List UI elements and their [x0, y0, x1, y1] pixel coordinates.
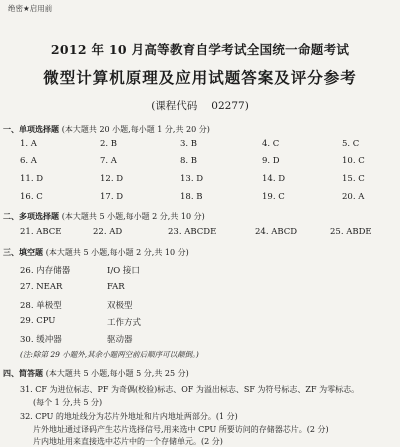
answer-item: 3. B: [180, 139, 198, 149]
answer-item: 5. C: [342, 139, 360, 149]
answer-item: 2. B: [100, 139, 118, 149]
answer-item: 8. B: [180, 156, 198, 166]
answer-item: 18. B: [180, 192, 203, 202]
blank-1: 30. 缓冲器: [20, 335, 62, 345]
fill-blank-footnote: (注:除第 29 小题外,其余小题两空前后顺序可以颠倒。): [20, 350, 199, 359]
blank-2: FAR: [107, 282, 125, 292]
blank-2: 双极型: [107, 301, 133, 311]
fill-answer-row: [0, 299, 400, 311]
answer-item: 9. D: [262, 156, 280, 166]
exam-title: 2012 年 10 月高等教育自学考试全国统一命题考试: [50, 42, 350, 57]
blank-1: 28. 单极型: [20, 301, 62, 311]
blank-2: 驱动器: [107, 335, 133, 345]
answer-row: [0, 174, 400, 186]
answer-row: [0, 227, 400, 239]
answer-item: 23. ABCDE: [168, 227, 217, 237]
blank-1: 29. CPU: [20, 316, 56, 326]
course-code-value: 02277): [211, 100, 249, 112]
answer-row: [0, 156, 400, 168]
section-fill-blank-header: [3, 247, 189, 258]
answer-paragraph: 32. CPU 的地址线分为芯片外地址和片内地址两部分。(1 分): [20, 412, 238, 421]
answer-item: 6. A: [20, 156, 37, 166]
answer-item: 10. C: [342, 156, 365, 166]
section-note: (本大题共 5 小题,每小题 2 分,共 10 分): [45, 248, 189, 257]
answer-item: 16. C: [20, 192, 43, 202]
blank-1: 27. NEAR: [20, 282, 63, 292]
answer-item: 14. D: [262, 174, 286, 184]
answer-item: 1. A: [20, 139, 37, 149]
answer-item: 11. D: [20, 174, 44, 184]
answer-item: 19. C: [262, 192, 285, 202]
answer-item: 21. ABCE: [20, 227, 62, 237]
answer-paragraph: 片外地址通过译码产生芯片选择信号,用来选中 CPU 所要访问的存储器芯片。(2 分): [33, 425, 329, 434]
section-short-answer-header: [3, 368, 189, 379]
section-title: 一、单项选择题: [3, 125, 59, 134]
answer-item: 20. A: [342, 192, 365, 202]
answer-item: 24. ABCD: [255, 227, 298, 237]
section-title: 三、填空题: [3, 248, 43, 257]
answer-row: [0, 192, 400, 204]
answer-item: 7. A: [100, 156, 117, 166]
blank-2: 工作方式: [107, 318, 142, 328]
confidential-mark: 绝密★启用前: [8, 4, 53, 13]
answer-item: 17. D: [100, 192, 124, 202]
course-code-label: (课程代码: [151, 100, 198, 112]
answer-item: 15. C: [342, 174, 365, 184]
section-note: (本大题共 5 小题,每小题 5 分,共 25 分): [45, 369, 189, 378]
blank-2: I/O 接口: [107, 266, 140, 276]
section-multiple-choice-header: [3, 211, 205, 222]
course-code: [0, 98, 400, 113]
answer-item: 13. D: [180, 174, 204, 184]
answer-row: [0, 139, 400, 151]
answer-item: 4. C: [262, 139, 280, 149]
fill-answer-row: [0, 333, 400, 345]
answer-item: 22. AD: [93, 227, 123, 237]
document-title: 微型计算机原理及应用试题答案及评分参考: [43, 68, 357, 87]
section-title: 二、多项选择题: [3, 212, 59, 221]
answer-paragraph: (每个 1 分,共 5 分): [33, 398, 103, 407]
section-note: (本大题共 5 小题,每小题 2 分,共 10 分): [61, 212, 205, 221]
section-single-choice-header: [3, 124, 210, 135]
answer-paragraph: 31. CF 为进位标志、PF 为奇偶(校验)标志、OF 为溢出标志、SF 为符号标志、ZF 为零标志。: [20, 385, 360, 394]
answer-item: 25. ABDE: [330, 227, 372, 237]
section-title: 四、简答题: [3, 369, 43, 378]
answer-item: 12. D: [100, 174, 124, 184]
answer-paragraph: 片内地址用来直接选中芯片中的一个存储单元。(2 分): [33, 437, 223, 446]
section-note: (本大题共 20 小题,每小题 1 分,共 20 分): [61, 125, 210, 134]
fill-answer-row: [0, 282, 400, 294]
fill-answer-row: [0, 264, 400, 276]
blank-1: 26. 内存储器: [20, 266, 71, 276]
fill-answer-row: [0, 316, 400, 328]
